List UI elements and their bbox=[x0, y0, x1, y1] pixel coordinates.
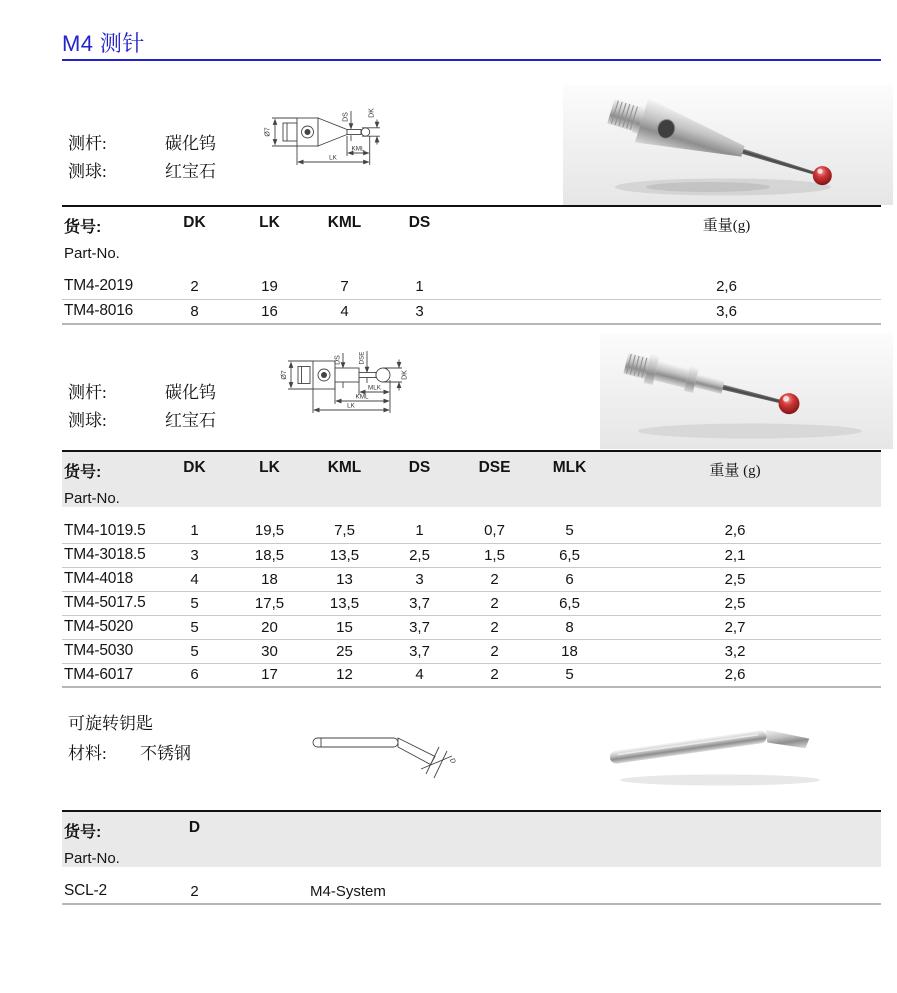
dim-cell: 16 bbox=[232, 299, 307, 324]
dim-cell: 19,5 bbox=[254, 522, 285, 540]
dim-cell: 30 bbox=[232, 639, 307, 663]
dim-cell: 2 bbox=[190, 277, 199, 295]
column-header: DSE bbox=[457, 451, 532, 507]
technical-drawing-key bbox=[308, 730, 473, 788]
part-no-cell: TM4-6017 bbox=[62, 663, 157, 687]
dim-cell: 6 bbox=[157, 663, 232, 687]
part-no-cell: TM4-1019.5 bbox=[64, 521, 146, 539]
dim-cell: 5 bbox=[532, 663, 607, 687]
dim-cell: 2 bbox=[157, 879, 232, 904]
parts-table-2 bbox=[62, 450, 881, 688]
spec-value: 不锈钢 bbox=[140, 743, 191, 763]
table-header-row bbox=[62, 206, 881, 262]
spacer-row bbox=[62, 867, 881, 879]
spec-row bbox=[68, 404, 216, 432]
dim-label: DK bbox=[401, 370, 409, 380]
dim-cell: 7 bbox=[340, 277, 349, 295]
dim-cell: 4 bbox=[157, 567, 232, 591]
section-3-specs bbox=[68, 737, 191, 765]
dim-cell: 2 bbox=[457, 639, 532, 663]
spec-value: 碳化钨 bbox=[165, 133, 216, 153]
weight-cell: 2,5 bbox=[607, 591, 881, 615]
dim-cell: 5 bbox=[157, 639, 232, 663]
table-row bbox=[62, 591, 881, 615]
dim-cell: 17,5 bbox=[232, 591, 307, 615]
column-header: DK bbox=[157, 451, 232, 507]
spacer-row bbox=[62, 507, 881, 519]
weight-cell bbox=[562, 879, 881, 904]
dim-label: KML bbox=[351, 145, 365, 153]
dim-cell: 1 bbox=[190, 522, 199, 540]
table-header-row bbox=[62, 811, 881, 867]
dim-cell: 1 bbox=[415, 522, 424, 540]
product-photo-stylus-2 bbox=[600, 333, 893, 449]
dim-cell: 7,5 bbox=[334, 522, 355, 540]
dim-cell: 2,5 bbox=[382, 543, 457, 567]
dim-cell: 3,7 bbox=[382, 615, 457, 639]
dim-label: LK bbox=[347, 402, 355, 410]
dim-cell: 18 bbox=[532, 639, 607, 663]
dim-label: DS bbox=[342, 112, 350, 122]
dim-cell: 12 bbox=[307, 663, 382, 687]
dim-cell: 18,5 bbox=[232, 543, 307, 567]
product-photo-key bbox=[600, 710, 875, 795]
dim-cell: 20 bbox=[232, 615, 307, 639]
column-header: LK bbox=[259, 214, 280, 231]
dim-cell: 4 bbox=[307, 299, 382, 324]
dim-cell: 6,5 bbox=[532, 543, 607, 567]
spec-label: 测杆: bbox=[68, 133, 107, 153]
part-no-cell: TM4-2019 bbox=[64, 277, 134, 295]
dim-cell: 1 bbox=[415, 277, 424, 295]
dim-cell: 2 bbox=[457, 567, 532, 591]
column-header: D bbox=[157, 811, 232, 867]
dim-cell: 13 bbox=[307, 567, 382, 591]
dim-label: KML bbox=[355, 393, 369, 401]
dim-cell: 1,5 bbox=[457, 543, 532, 567]
weight-cell: 2,7 bbox=[607, 615, 881, 639]
weight-cell: 3,2 bbox=[607, 639, 881, 663]
spacer-row bbox=[62, 262, 881, 274]
dim-cell: 4 bbox=[382, 663, 457, 687]
spec-table bbox=[62, 450, 881, 688]
note-cell: M4-System bbox=[232, 879, 562, 904]
dim-cell: 3 bbox=[382, 299, 457, 324]
dim-cell: 19 bbox=[261, 277, 278, 295]
spec-row bbox=[68, 127, 216, 155]
part-no-cell: TM4-8016 bbox=[62, 299, 157, 324]
spec-row bbox=[68, 737, 191, 765]
part-no-cell: TM4-5017.5 bbox=[62, 591, 157, 615]
table-row bbox=[62, 663, 881, 687]
dim-cell: 3,7 bbox=[382, 591, 457, 615]
dim-label: DK bbox=[368, 108, 376, 118]
part-no-cell: TM4-5030 bbox=[62, 639, 157, 663]
spec-label: 测杆: bbox=[68, 382, 107, 402]
section-1-specs bbox=[68, 127, 216, 183]
spec-label: 测球: bbox=[68, 161, 107, 181]
dim-cell: 2 bbox=[457, 663, 532, 687]
table-row bbox=[62, 543, 881, 567]
note-header bbox=[232, 811, 562, 867]
part-no-header: 货号: Part-No. bbox=[62, 811, 157, 867]
column-header: DS bbox=[408, 214, 431, 231]
dim-cell: 17 bbox=[232, 663, 307, 687]
part-no-header: 货号: Part-No. bbox=[62, 451, 157, 507]
dim-label: D bbox=[447, 757, 457, 766]
parts-table-1 bbox=[62, 205, 881, 325]
weight-cell: 2,5 bbox=[607, 567, 881, 591]
dim-cell: 5 bbox=[157, 591, 232, 615]
spec-row bbox=[68, 155, 216, 183]
dim-label: DSE bbox=[358, 351, 366, 365]
table-row bbox=[62, 639, 881, 663]
part-no-cell: TM4-3018.5 bbox=[62, 543, 157, 567]
technical-drawing-stylus-1 bbox=[258, 100, 393, 172]
dim-cell: 8 bbox=[532, 615, 607, 639]
section-3-heading: 可旋转钥匙 bbox=[68, 714, 153, 733]
dim-cell: 0,7 bbox=[484, 522, 505, 540]
spec-value: 碳化钨 bbox=[165, 382, 216, 402]
dim-cell: 3,7 bbox=[382, 639, 457, 663]
part-no-cell: TM4-4018 bbox=[62, 567, 157, 591]
dim-label: Ø7 bbox=[264, 127, 272, 137]
column-header: KML bbox=[327, 214, 362, 231]
dim-cell: 6 bbox=[532, 567, 607, 591]
table-row bbox=[62, 567, 881, 591]
spec-table bbox=[62, 810, 881, 905]
spec-row bbox=[68, 376, 216, 404]
column-header: LK bbox=[232, 451, 307, 507]
table-row bbox=[62, 879, 881, 904]
technical-drawing-stylus-2 bbox=[280, 346, 415, 420]
part-no-header: 货号: Part-No. bbox=[64, 219, 120, 262]
column-header: MLK bbox=[532, 451, 607, 507]
dim-cell: 6,5 bbox=[532, 591, 607, 615]
dim-cell: 18 bbox=[232, 567, 307, 591]
dim-label: MLK bbox=[368, 384, 381, 392]
table-header-row bbox=[62, 451, 881, 507]
spec-value: 红宝石 bbox=[165, 410, 216, 430]
dim-cell: 2 bbox=[457, 591, 532, 615]
dim-label: Ø7 bbox=[281, 370, 288, 380]
table-row bbox=[62, 299, 881, 324]
part-no-cell: SCL-2 bbox=[62, 879, 157, 904]
dim-cell: 5 bbox=[565, 522, 574, 540]
table-row bbox=[62, 519, 881, 543]
dim-cell: 3 bbox=[157, 543, 232, 567]
dim-cell: 3 bbox=[382, 567, 457, 591]
dim-cell: 2 bbox=[457, 615, 532, 639]
dim-cell: 15 bbox=[307, 615, 382, 639]
spec-value: 红宝石 bbox=[165, 161, 216, 181]
table-row bbox=[62, 615, 881, 639]
parts-table-3 bbox=[62, 810, 881, 905]
column-header: DK bbox=[183, 214, 206, 231]
weight-header: 重量 (g) bbox=[607, 451, 881, 507]
spec-label: 材料: bbox=[68, 743, 107, 763]
dim-cell: 8 bbox=[157, 299, 232, 324]
dim-cell: 25 bbox=[307, 639, 382, 663]
dim-label: LK bbox=[329, 154, 337, 162]
section-2-specs bbox=[68, 376, 216, 432]
spec-label: 测球: bbox=[68, 410, 107, 430]
weight-cell: 2,1 bbox=[607, 543, 881, 567]
column-header: DS bbox=[382, 451, 457, 507]
weight-header: 重量(g) bbox=[702, 218, 751, 234]
weight-cell: 2,6 bbox=[716, 277, 737, 295]
weight-cell: 3,6 bbox=[457, 299, 881, 324]
weight-header bbox=[562, 811, 881, 867]
dim-cell: 5 bbox=[157, 615, 232, 639]
weight-cell: 2,6 bbox=[607, 663, 881, 687]
dim-cell: 13,5 bbox=[307, 591, 382, 615]
table-row bbox=[62, 274, 881, 299]
column-header: KML bbox=[307, 451, 382, 507]
dim-label: DS bbox=[334, 355, 342, 365]
product-photo-stylus-1 bbox=[563, 85, 893, 205]
weight-cell: 2,6 bbox=[724, 522, 746, 540]
title-underline bbox=[62, 59, 881, 61]
part-no-cell: TM4-5020 bbox=[62, 615, 157, 639]
page-title: M4 测针 bbox=[62, 31, 145, 56]
spec-table bbox=[62, 205, 881, 325]
dim-cell: 13,5 bbox=[307, 543, 382, 567]
